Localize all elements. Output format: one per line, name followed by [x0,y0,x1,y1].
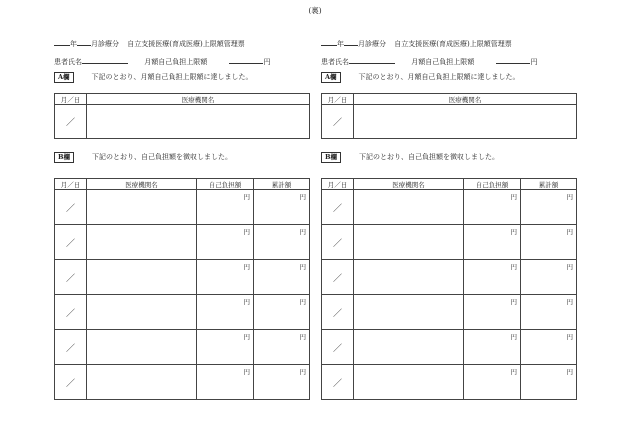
date-cell[interactable]: ／ [55,365,87,400]
cumulative-cell[interactable]: 円 [521,330,577,365]
cumulative-cell[interactable]: 円 [254,260,310,295]
institution-cell[interactable] [354,365,464,400]
institution-cell[interactable] [87,365,197,400]
date-cell[interactable]: ／ [55,190,87,225]
month-blank[interactable] [344,38,358,46]
section-a-table [321,93,577,139]
col-header-institution: 医療機関名 [87,94,310,105]
table-row [322,190,577,225]
table-row [55,260,310,295]
page-side-mark: (裏) [308,6,322,15]
slip-title-line [321,38,512,49]
copay-cell[interactable]: 円 [464,365,521,400]
section-b-text: 下記のとおり、自己負担額を徴収しました。 [359,153,499,161]
col-header-date: 月／日 [55,94,87,105]
table-row [55,365,310,400]
col-header-date: 月／日 [55,179,87,190]
year-blank[interactable] [321,38,337,46]
patient-name-label: 患者氏名 [54,58,82,66]
monthly-limit-yen: 円 [530,58,538,66]
section-b-box: B欄 [54,152,74,163]
cumulative-cell[interactable]: 円 [254,365,310,400]
year-blank[interactable] [54,38,70,46]
section-b-table [54,178,310,400]
month-label: 月診療分 [91,40,119,48]
copay-cell[interactable]: 円 [197,330,254,365]
table-row [55,225,310,260]
col-header-copay: 自己負担額 [464,179,521,190]
copay-cell[interactable]: 円 [197,190,254,225]
table-row [55,190,310,225]
date-cell[interactable]: ／ [55,295,87,330]
management-slip-right [321,0,577,439]
date-cell[interactable]: ／ [55,105,87,139]
section-a-table [54,93,310,139]
cumulative-cell[interactable]: 円 [254,225,310,260]
col-header-date: 月／日 [322,94,354,105]
date-cell[interactable]: ／ [55,225,87,260]
date-cell[interactable]: ／ [322,260,354,295]
section-a-text: 下記のとおり、月額自己負担上限額に達しました。 [91,73,253,81]
institution-cell[interactable] [87,225,197,260]
slip-title: 自立支援医療(育成医療)上限額管理票 [394,40,512,48]
patient-line [321,56,537,67]
copay-cell[interactable]: 円 [464,190,521,225]
institution-cell[interactable] [87,295,197,330]
col-header-cumulative: 累計額 [521,179,577,190]
copay-cell[interactable]: 円 [197,225,254,260]
col-header-cumulative: 累計額 [254,179,310,190]
date-cell[interactable]: ／ [55,330,87,365]
section-a-box: A欄 [321,72,341,83]
monthly-limit-yen: 円 [263,58,271,66]
date-cell[interactable]: ／ [322,295,354,330]
cumulative-cell[interactable]: 円 [521,365,577,400]
institution-cell[interactable] [354,260,464,295]
cumulative-cell[interactable]: 円 [521,190,577,225]
section-b-text: 下記のとおり、自己負担額を徴収しました。 [92,153,232,161]
date-cell[interactable]: ／ [322,330,354,365]
date-cell[interactable]: ／ [322,105,354,139]
patient-name-field[interactable] [82,56,128,64]
cumulative-cell[interactable]: 円 [521,260,577,295]
table-row [322,260,577,295]
section-a-box: A欄 [54,72,74,83]
cumulative-cell[interactable]: 円 [521,295,577,330]
monthly-limit-field[interactable] [496,56,530,64]
month-blank[interactable] [77,38,91,46]
copay-cell[interactable]: 円 [464,225,521,260]
date-cell[interactable]: ／ [322,365,354,400]
col-header-copay: 自己負担額 [197,179,254,190]
year-label: 年 [70,40,77,48]
patient-name-label: 患者氏名 [321,58,349,66]
table-row [322,225,577,260]
table-row [55,105,310,139]
institution-cell[interactable] [354,225,464,260]
section-b-box: B欄 [321,152,341,163]
monthly-limit-label: 月額自己負担上限額 [144,58,208,66]
col-header-date: 月／日 [322,179,354,190]
cumulative-cell[interactable]: 円 [254,330,310,365]
section-b-label [321,152,499,163]
copay-cell[interactable]: 円 [197,295,254,330]
section-a-label [321,72,520,83]
copay-cell[interactable]: 円 [464,260,521,295]
table-row [322,295,577,330]
table-row [322,330,577,365]
date-cell[interactable]: ／ [322,225,354,260]
institution-cell[interactable] [87,190,197,225]
slip-title-line [54,38,245,49]
section-b-table [321,178,577,400]
table-row [322,105,577,139]
institution-cell[interactable] [87,330,197,365]
cumulative-cell[interactable]: 円 [254,295,310,330]
section-b-label [54,152,232,163]
date-cell[interactable]: ／ [55,260,87,295]
year-label: 年 [337,40,344,48]
cumulative-cell[interactable]: 円 [521,225,577,260]
institution-cell[interactable] [354,295,464,330]
table-row [55,330,310,365]
institution-cell[interactable] [354,190,464,225]
col-header-institution: 医療機関名 [354,179,464,190]
slip-title: 自立支援医療(育成医療)上限額管理票 [127,40,245,48]
col-header-institution: 医療機関名 [87,179,197,190]
date-cell[interactable]: ／ [322,190,354,225]
management-slip-left [54,0,310,439]
institution-cell[interactable] [354,105,577,139]
patient-name-field[interactable] [349,56,395,64]
section-a-text: 下記のとおり、月額自己負担上限額に達しました。 [358,73,520,81]
table-row [322,365,577,400]
table-row [55,295,310,330]
monthly-limit-label: 月額自己負担上限額 [411,58,475,66]
cumulative-cell[interactable]: 円 [254,190,310,225]
copay-cell[interactable]: 円 [464,330,521,365]
institution-cell[interactable] [87,260,197,295]
copay-cell[interactable]: 円 [197,365,254,400]
institution-cell[interactable] [354,330,464,365]
copay-cell[interactable]: 円 [464,295,521,330]
section-a-label [54,72,253,83]
patient-line [54,56,270,67]
institution-cell[interactable] [87,105,310,139]
copay-cell[interactable]: 円 [197,260,254,295]
col-header-institution: 医療機関名 [354,94,577,105]
monthly-limit-field[interactable] [229,56,263,64]
month-label: 月診療分 [358,40,386,48]
